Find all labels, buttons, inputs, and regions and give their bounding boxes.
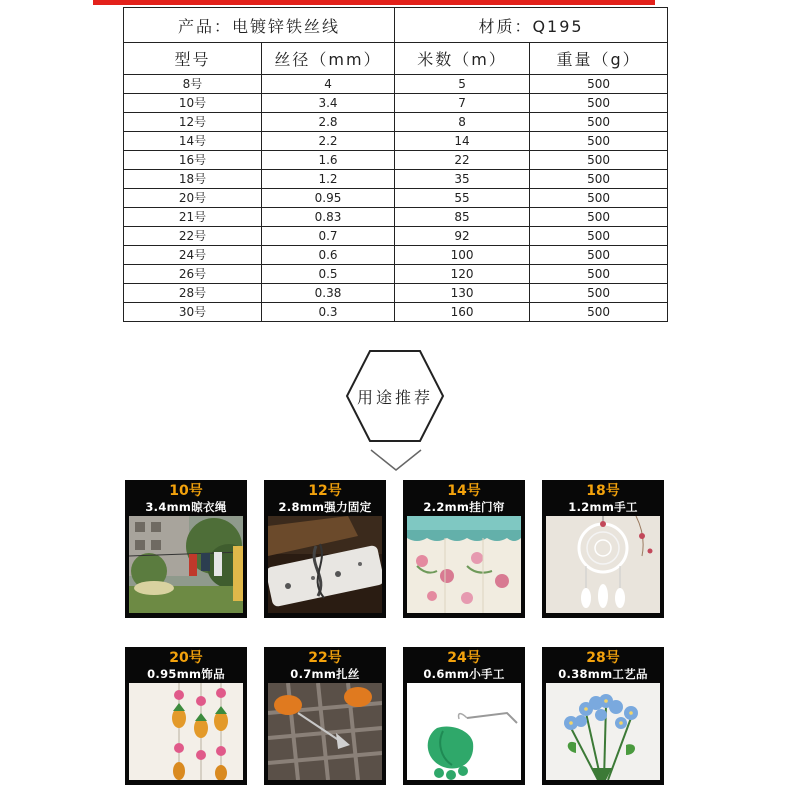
usage-card-dreamcatcher — [542, 480, 664, 618]
cell-weight: 500 — [530, 246, 668, 265]
usage-card-small-craft — [403, 647, 525, 785]
cell-diameter: 2.8 — [262, 113, 395, 132]
material-title: 材质：Q195 — [395, 8, 668, 43]
table-row — [124, 265, 668, 284]
cell-diameter: 0.83 — [262, 208, 395, 227]
cell-model: 24号 — [124, 246, 262, 265]
cell-length: 92 — [395, 227, 530, 246]
table-row — [124, 284, 668, 303]
curtain-photo — [407, 516, 521, 613]
cell-length: 14 — [395, 132, 530, 151]
cell-weight: 500 — [530, 227, 668, 246]
product-title: 产品：电镀锌铁丝线 — [124, 8, 395, 43]
card-desc: 0.6mm小手工 — [423, 667, 505, 681]
cell-model: 20号 — [124, 189, 262, 208]
dreamcatcher-photo — [546, 516, 660, 613]
cell-weight: 500 — [530, 113, 668, 132]
cell-diameter: 2.2 — [262, 132, 395, 151]
cell-weight: 500 — [530, 132, 668, 151]
card-model: 12号 — [308, 483, 342, 499]
cell-model: 8号 — [124, 75, 262, 94]
cell-length: 35 — [395, 170, 530, 189]
card-desc: 0.95mm饰品 — [147, 667, 225, 681]
card-desc: 3.4mm晾衣绳 — [145, 500, 227, 514]
wire-craft-photo — [407, 683, 521, 780]
table-row — [124, 303, 668, 322]
cell-weight: 500 — [530, 208, 668, 227]
cell-model: 21号 — [124, 208, 262, 227]
usage-card-flower-craft — [542, 647, 664, 785]
col-header-model: 型号 — [124, 43, 262, 75]
card-model: 28号 — [586, 650, 620, 666]
col-header-diameter: 丝径（mm） — [262, 43, 395, 75]
usage-card-curtain — [403, 480, 525, 618]
cell-diameter: 0.38 — [262, 284, 395, 303]
cell-diameter: 4 — [262, 75, 395, 94]
table-row — [124, 132, 668, 151]
col-header-weight: 重量（g） — [530, 43, 668, 75]
pipe-binding-photo — [268, 516, 382, 613]
table-row — [124, 75, 668, 94]
cell-diameter: 0.7 — [262, 227, 395, 246]
cell-diameter: 0.5 — [262, 265, 395, 284]
cell-length: 100 — [395, 246, 530, 265]
card-model: 24号 — [447, 650, 481, 666]
top-red-bar — [93, 0, 655, 5]
cell-length: 120 — [395, 265, 530, 284]
card-model: 20号 — [169, 650, 203, 666]
table-header-row — [124, 43, 668, 75]
cell-length: 8 — [395, 113, 530, 132]
cell-diameter: 0.95 — [262, 189, 395, 208]
cell-diameter: 0.3 — [262, 303, 395, 322]
cell-model: 12号 — [124, 113, 262, 132]
cell-model: 22号 — [124, 227, 262, 246]
rebar-tying-photo — [268, 683, 382, 780]
usage-card-ornaments — [125, 647, 247, 785]
col-header-length: 米数（m） — [395, 43, 530, 75]
table-row — [124, 151, 668, 170]
chevron-down-icon — [370, 448, 422, 472]
cell-model: 30号 — [124, 303, 262, 322]
table-row — [124, 208, 668, 227]
usage-card-rebar-tying — [264, 647, 386, 785]
usage-card-pipe-binding — [264, 480, 386, 618]
cell-length: 7 — [395, 94, 530, 113]
table-row — [124, 189, 668, 208]
card-desc: 1.2mm手工 — [568, 500, 638, 514]
cell-weight: 500 — [530, 151, 668, 170]
table-row — [124, 170, 668, 189]
cell-diameter: 0.6 — [262, 246, 395, 265]
card-model: 14号 — [447, 483, 481, 499]
hanging-ornaments-photo — [129, 683, 243, 780]
cell-length: 55 — [395, 189, 530, 208]
cell-length: 130 — [395, 284, 530, 303]
table-row — [124, 94, 668, 113]
cell-model: 26号 — [124, 265, 262, 284]
cell-length: 22 — [395, 151, 530, 170]
cell-model: 10号 — [124, 94, 262, 113]
spec-table — [123, 7, 668, 322]
cell-length: 85 — [395, 208, 530, 227]
cell-weight: 500 — [530, 94, 668, 113]
card-model: 10号 — [169, 483, 203, 499]
usage-hexagon-badge — [345, 349, 445, 443]
card-desc: 2.8mm强力固定 — [278, 500, 372, 514]
cell-diameter: 3.4 — [262, 94, 395, 113]
cell-model: 28号 — [124, 284, 262, 303]
cell-diameter: 1.2 — [262, 170, 395, 189]
cell-weight: 500 — [530, 189, 668, 208]
cell-model: 18号 — [124, 170, 262, 189]
cell-weight: 500 — [530, 75, 668, 94]
blue-flower-craft-photo — [546, 683, 660, 780]
table-title-row — [124, 8, 668, 43]
usage-section-title: 用途推荐 — [356, 388, 433, 407]
cell-diameter: 1.6 — [262, 151, 395, 170]
card-desc: 2.2mm挂门帘 — [423, 500, 505, 514]
usage-card-clothesline — [125, 480, 247, 618]
card-model: 22号 — [308, 650, 342, 666]
card-desc: 0.7mm扎丝 — [290, 667, 360, 681]
cell-model: 14号 — [124, 132, 262, 151]
table-row — [124, 113, 668, 132]
card-desc: 0.38mm工艺品 — [558, 667, 648, 681]
cell-weight: 500 — [530, 303, 668, 322]
cell-weight: 500 — [530, 170, 668, 189]
clothesline-photo — [129, 516, 243, 613]
cell-weight: 500 — [530, 265, 668, 284]
cell-length: 5 — [395, 75, 530, 94]
cell-weight: 500 — [530, 284, 668, 303]
cell-model: 16号 — [124, 151, 262, 170]
card-model: 18号 — [586, 483, 620, 499]
cell-length: 160 — [395, 303, 530, 322]
table-row — [124, 227, 668, 246]
table-row — [124, 246, 668, 265]
